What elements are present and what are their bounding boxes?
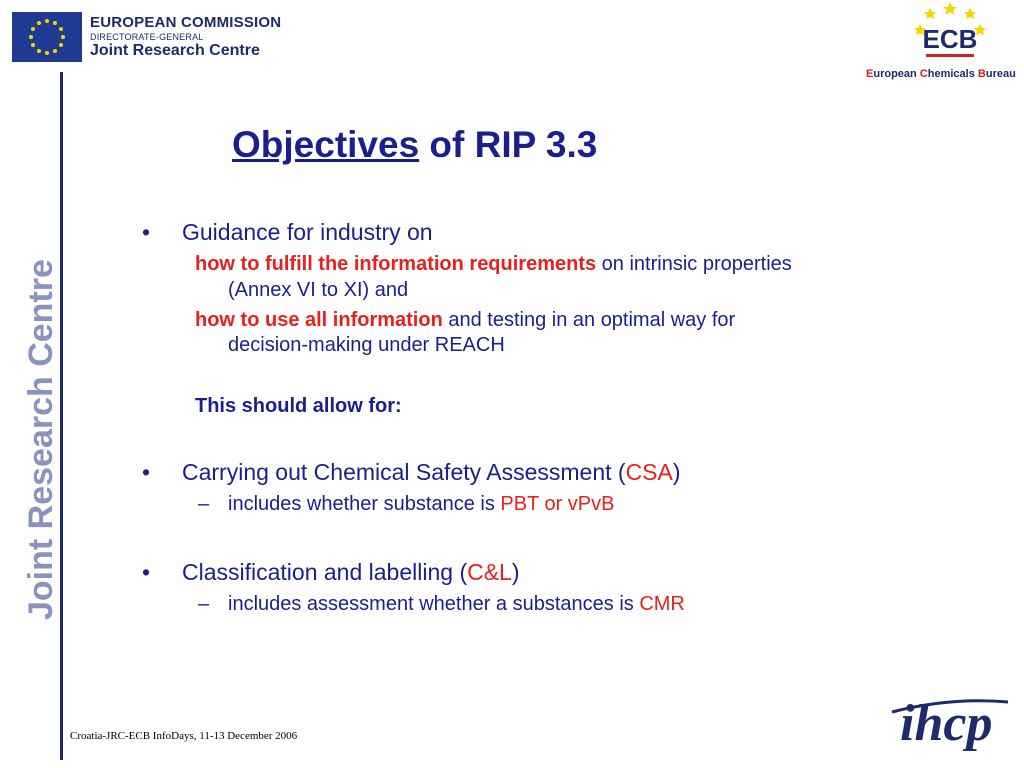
bullet-csa: • Carrying out Chemical Safety Assessment (CSA) xyxy=(142,459,681,485)
guidance-item-1-line2: (Annex VI to XI) and xyxy=(228,279,409,301)
bullet-cl: • Classification and labelling (C&L) xyxy=(142,559,520,585)
guidance-item-1: how to fulfill the information requirements on intrinsic properties xyxy=(195,253,792,275)
sidebar-vertical-text: Joint Research Centre xyxy=(22,259,60,620)
eu-flag-icon xyxy=(12,12,82,62)
ec-directorate: DIRECTORATE-GENERAL xyxy=(90,32,204,42)
ihcp-logo-text: ihcp xyxy=(900,695,993,752)
footer-text: Croatia-JRC-ECB InfoDays, 11-13 December 2006 xyxy=(70,730,298,742)
slide-title: Objectives of RIP 3.3 xyxy=(232,124,598,165)
csa-sub-item: – includes whether substance is PBT or vPvB xyxy=(198,493,615,515)
sidebar-vertical-title xyxy=(0,200,60,640)
cl-sub-item: – includes assessment whether a substances is CMR xyxy=(198,593,685,615)
guidance-item-2: how to use all information and testing in an optimal way for xyxy=(195,309,736,331)
ec-title: EUROPEAN COMMISSION xyxy=(90,14,282,31)
ec-jrc: Joint Research Centre xyxy=(90,42,260,59)
ecb-logo-text: ECB xyxy=(922,24,978,54)
ihcp-logo xyxy=(890,672,1010,752)
ecb-caption: European Chemicals Bureau xyxy=(866,68,1016,80)
side-divider xyxy=(60,72,63,760)
bullet-guidance: • Guidance for industry on xyxy=(142,219,433,245)
guidance-item-2-line2: decision-making under REACH xyxy=(228,334,505,356)
allow-heading: This should allow for: xyxy=(195,395,402,417)
ec-jrc-logo xyxy=(12,12,282,62)
ecb-logo xyxy=(900,0,1000,72)
